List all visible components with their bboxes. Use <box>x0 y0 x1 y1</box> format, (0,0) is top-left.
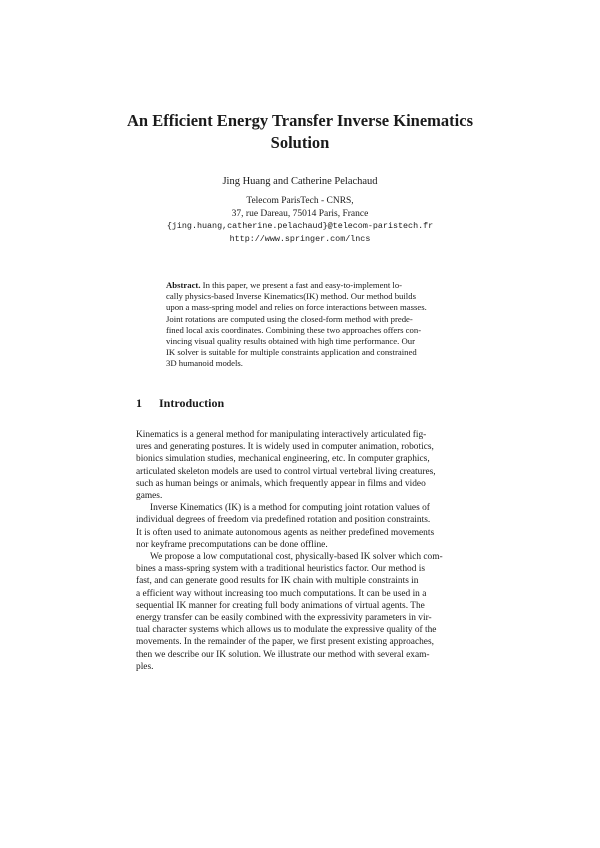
affiliation-email: {jing.huang,catherine.pelachaud}@telecom-paristech.fr <box>166 221 434 231</box>
paragraph-line: bines a mass-spring system with a traditional heuristics factor. Our method is <box>136 564 426 575</box>
abstract-line: fined local axis coordinates. Combining these two approaches offers con- <box>166 324 422 335</box>
paragraph-line: bionics simulation studies, mechanical engineering, etc. In computer graphics, <box>136 454 430 465</box>
affiliation-url: http://www.springer.com/lncs <box>229 233 371 244</box>
paragraph-1 <box>136 429 466 502</box>
abstract-line: IK solver is suitable for multiple constraints application and constrained <box>166 347 417 358</box>
abstract <box>166 280 436 370</box>
paragraph-line: articulated skeleton models are used to control virtual vertebral living creatures, <box>136 466 436 477</box>
paper-title <box>60 110 540 154</box>
paragraph-line: then we describe our IK solution. We illustrate our method with several exam- <box>136 649 430 660</box>
paragraph-line: fast, and can generate good results for IK chain with multiple constraints in <box>136 576 419 587</box>
abstract-label: Abstract. <box>166 280 201 290</box>
paragraph-line: movements. In the remainder of the paper, we first present existing approaches, <box>136 637 434 648</box>
title-line-1: An Efficient Energy Transfer Inverse Kinematics <box>126 111 473 130</box>
paragraph-line: Inverse Kinematics (IK) is a method for computing joint rotation values of <box>150 503 430 514</box>
authors: Jing Huang and Catherine Pelachaud <box>222 176 378 187</box>
paragraph-line: energy transfer can be easily combined with the expressivity parameters in vir- <box>136 613 432 624</box>
paragraph-line: We propose a low computational cost, physically-based IK solver which com- <box>150 552 443 563</box>
introduction-body <box>136 429 466 673</box>
paragraph-line: games. <box>136 491 163 502</box>
abstract-line: vincing visual quality results obtained with high time performance. Our <box>166 336 415 347</box>
section-title: Introduction <box>159 396 225 410</box>
paragraph-line: ples. <box>136 661 154 672</box>
paragraph-line: such as human beings or animals, which frequently appear in films and video <box>136 478 426 489</box>
abstract-line <box>166 280 436 291</box>
affiliation <box>60 195 540 245</box>
paragraph-2 <box>136 502 466 551</box>
affiliation-address: 37, rue Dareau, 75014 Paris, France <box>231 208 369 219</box>
paragraph-line: ures and generating postures. It is widely used in computer animation, robotics, <box>136 442 434 453</box>
abstract-text: In this paper, we present a fast and easy-to-implement lo- <box>200 280 403 290</box>
abstract-line: cally physics-based Inverse Kinematics(IK) method. Our method builds <box>166 291 416 302</box>
abstract-line: 3D humanoid models. <box>166 358 243 369</box>
paragraph-line: sequential IK manner for creating full body animations of virtual agents. The <box>136 600 425 611</box>
section-number: 1 <box>136 396 142 410</box>
affiliation-institution: Telecom ParisTech - CNRS, <box>246 196 354 206</box>
section-heading <box>136 395 466 411</box>
paragraph-line: individual degrees of freedom via predefined rotation and position constraints. <box>136 515 431 526</box>
paragraph-line: nor keyframe precomputations can be done offline. <box>136 539 328 550</box>
abstract-line: upon a mass-spring model and relies on force interactions between masses. <box>166 302 427 313</box>
paragraph-line: tual character systems which allows us to modulate the expressive quality of the <box>136 625 437 636</box>
paragraph-line: It is often used to animate autonomous agents as neither predefined movements <box>136 527 435 538</box>
title-line-2: Solution <box>270 133 330 152</box>
abstract-line: Joint rotations are computed using the closed-form method with prede- <box>166 313 413 324</box>
paragraph-line: a efficient way without increasing too much computations. It can be used in a <box>136 588 427 599</box>
paragraph-3 <box>136 551 466 673</box>
paragraph-line: Kinematics is a general method for manipulating interactively articulated fig- <box>136 430 427 440</box>
